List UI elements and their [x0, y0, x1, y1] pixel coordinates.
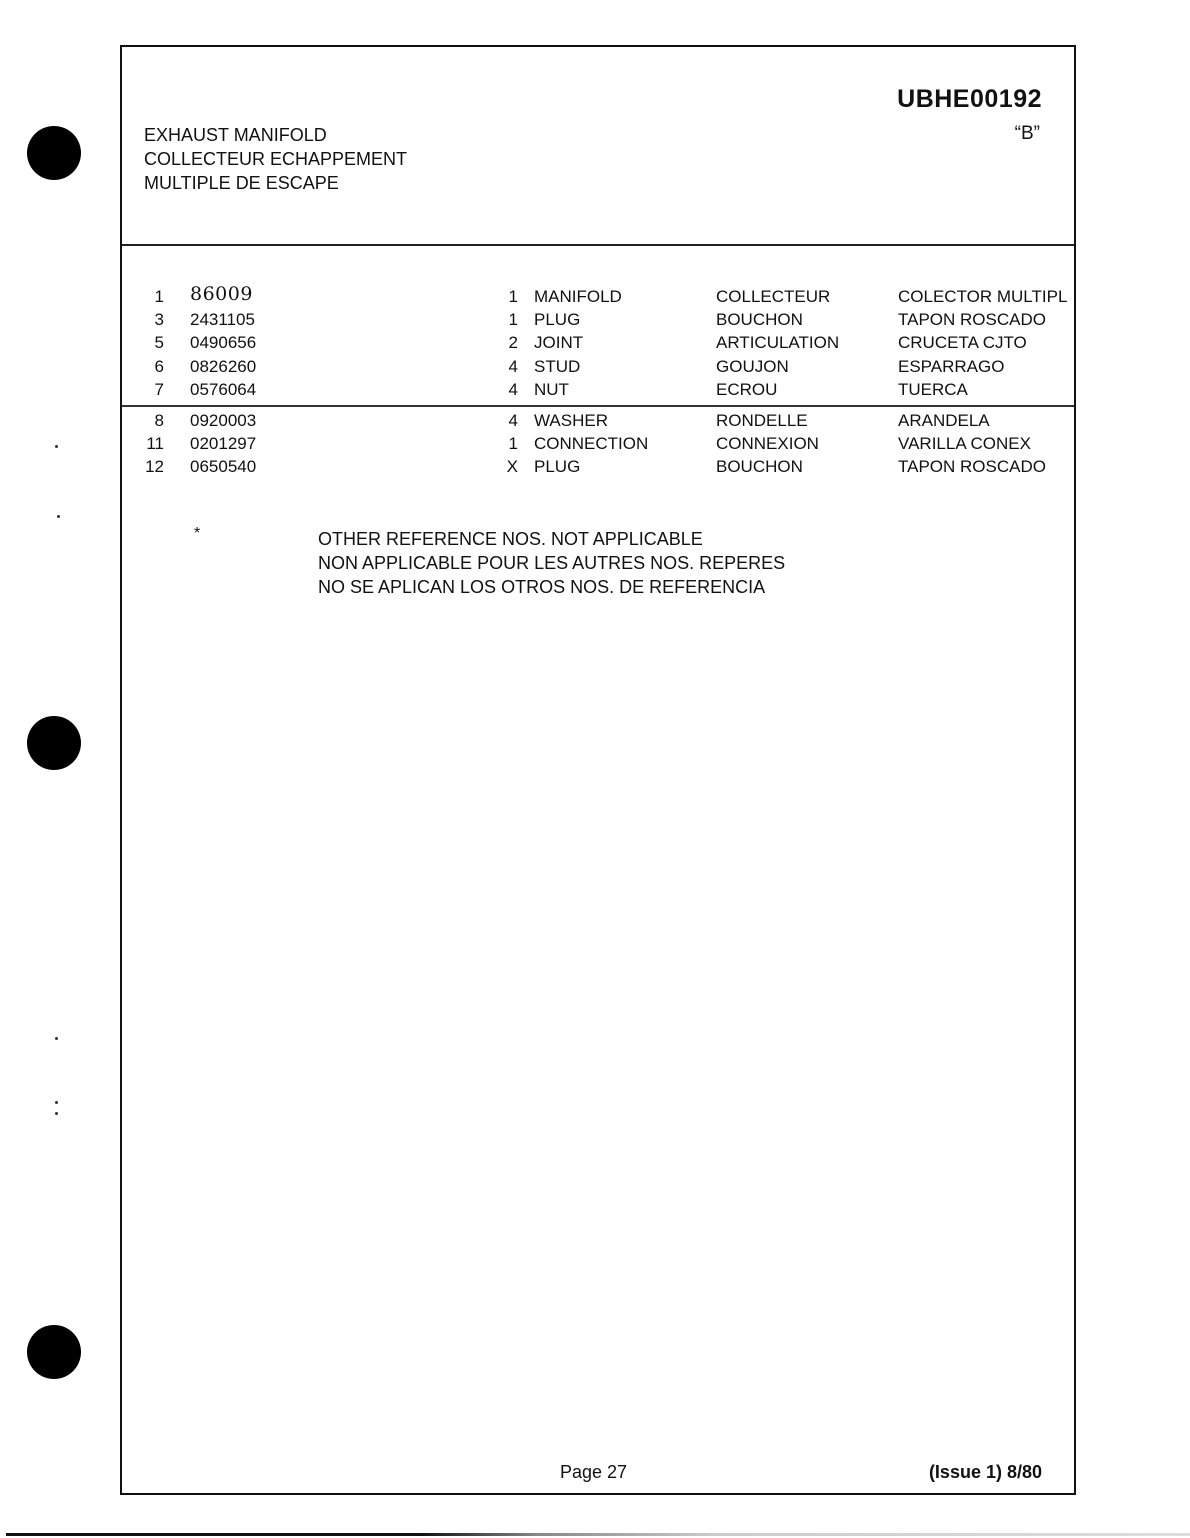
page-bottom-edge [6, 1533, 1190, 1536]
parts-list [122, 283, 1074, 481]
quantity: 4 [508, 379, 518, 399]
description-spanish: TAPON ROSCADO [898, 310, 1046, 330]
parts-row [122, 333, 1074, 356]
ref-number: 7 [154, 379, 164, 399]
quantity: 1 [508, 310, 518, 330]
note-spanish: NO SE APLICAN LOS OTROS NOS. DE REFERENCIA [318, 577, 766, 597]
ref-number: 3 [154, 310, 164, 330]
binder-hole-1 [27, 126, 81, 180]
part-number: 0826260 [190, 356, 257, 376]
note-french: NON APPLICABLE POUR LES AUTRES NOS. REPERES [318, 553, 786, 573]
part-number: 0920003 [190, 410, 257, 430]
part-number: 0576064 [190, 379, 257, 399]
description-french: ECROU [716, 379, 778, 399]
page-number: Page 27 [560, 1462, 628, 1482]
description-english: PLUG [534, 310, 581, 330]
parts-row [122, 457, 1074, 480]
binder-hole-3 [27, 1325, 81, 1379]
notes-block [318, 527, 785, 599]
part-number: 0650540 [190, 457, 257, 477]
quantity: 4 [508, 410, 518, 430]
title-english: EXHAUST MANIFOLD [144, 125, 327, 145]
description-english: WASHER [534, 410, 608, 430]
description-french: CONNEXION [716, 434, 819, 454]
description-french: RONDELLE [716, 410, 808, 430]
quantity: 4 [508, 356, 518, 376]
description-english: NUT [534, 379, 569, 399]
parts-row [122, 283, 1074, 310]
note-english: OTHER REFERENCE NOS. NOT APPLICABLE [318, 529, 703, 549]
part-number: 86009 [190, 283, 253, 305]
part-number: 0201297 [190, 434, 257, 454]
ref-number: 1 [154, 287, 164, 306]
description-french: GOUJON [716, 356, 789, 376]
ref-number: 8 [154, 410, 164, 430]
description-spanish: TAPON ROSCADO [898, 457, 1046, 477]
description-spanish: VARILLA CONEX [898, 434, 1031, 454]
header-divider [122, 244, 1074, 246]
description-french: COLLECTEUR [716, 287, 831, 306]
description-english: STUD [534, 356, 581, 376]
issue-date: (Issue 1) 8/80 [928, 1462, 1042, 1482]
document-variant: “B” [1014, 123, 1040, 144]
description-french: ARTICULATION [716, 333, 840, 353]
ref-number: 6 [154, 356, 164, 376]
scan-speck [55, 1112, 58, 1115]
ref-number: 11 [146, 434, 164, 454]
description-french: BOUCHON [716, 457, 803, 477]
part-number: 2431105 [190, 310, 255, 330]
description-spanish: ESPARRAGO [898, 356, 1005, 376]
binder-hole-2 [27, 716, 81, 770]
quantity: X [506, 457, 518, 477]
group-divider [122, 405, 1074, 407]
note-marker: * [194, 525, 201, 542]
document-titles [144, 123, 407, 195]
parts-row [122, 434, 1074, 457]
document-frame [120, 45, 1076, 1495]
part-number: 0490656 [190, 333, 257, 353]
parts-row [122, 310, 1074, 333]
scan-speck [55, 1101, 58, 1104]
quantity: 1 [508, 287, 518, 306]
description-english: PLUG [534, 457, 581, 477]
ref-number: 5 [154, 333, 164, 353]
document-code: UBHE00192 [897, 85, 1042, 113]
description-spanish: COLECTOR MULTIPL [898, 287, 1068, 306]
scan-speck [55, 1037, 58, 1040]
description-english: MANIFOLD [534, 287, 622, 306]
title-spanish: MULTIPLE DE ESCAPE [144, 173, 339, 193]
description-spanish: ARANDELA [898, 410, 990, 430]
description-english: JOINT [534, 333, 584, 353]
description-english: CONNECTION [534, 434, 649, 454]
parts-row [122, 411, 1074, 434]
parts-row [122, 357, 1074, 380]
title-french: COLLECTEUR ECHAPPEMENT [144, 149, 408, 169]
scan-speck [55, 445, 58, 448]
scan-speck [57, 515, 60, 518]
quantity: 2 [508, 333, 518, 353]
ref-number: 12 [145, 457, 164, 477]
description-french: BOUCHON [716, 310, 803, 330]
description-spanish: CRUCETA CJTO [898, 333, 1027, 353]
parts-row [122, 380, 1074, 403]
quantity: 1 [508, 434, 518, 454]
description-spanish: TUERCA [898, 379, 968, 399]
